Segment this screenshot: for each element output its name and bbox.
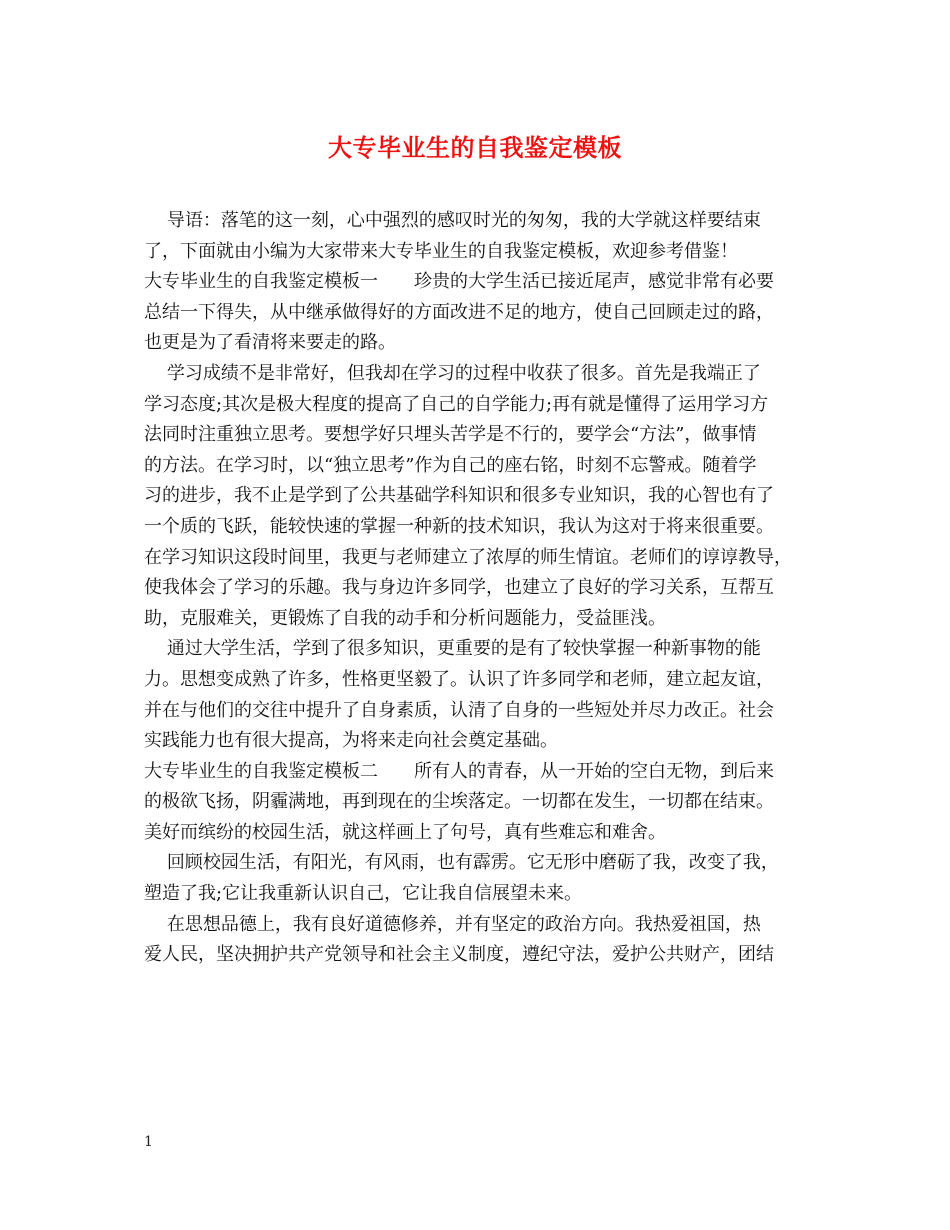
text-line: 使我体会了学习的乐趣。我与身边许多同学，也建立了良好的学习关系，互帮互 xyxy=(144,577,774,599)
text-line: 爱人民，坚决拥护共产党领导和社会主义制度，遵纪守法，爱护公共财产，团结 xyxy=(144,944,774,966)
text-line: 力。思想变成熟了许多，性格更坚毅了。认识了许多同学和老师，建立起友谊， xyxy=(144,668,774,690)
text-line: 导语：落笔的这一刻，心中强烈的感叹时光的匆匆，我的大学就这样要结束 xyxy=(144,210,761,231)
document-title: 大专毕业生的自我鉴定模板 xyxy=(328,133,622,162)
text-line: 的方法。在学习时，以“独立思考”作为自己的座右铭，时刻不忘警戒。随着学 xyxy=(144,454,757,476)
text-line: 通过大学生活，学到了很多知识，更重要的是有了较快掌握一种新事物的能 xyxy=(144,638,761,660)
text-line: 在学习知识这段时间里，我更与老师建立了浓厚的师生情谊。老师们的谆谆教导， xyxy=(144,546,792,568)
text-line: 了，下面就由小编为大家带来大专毕业生的自我鉴定模板，欢迎参考借鉴！ xyxy=(144,240,738,262)
text-line: 美好而缤纷的校园生活，就这样画上了句号，真有些难忘和难舍。 xyxy=(144,821,666,843)
page-number: 1 xyxy=(144,1134,153,1150)
text-line: 总结一下得失，从中继承做得好的方面改进不足的地方，使自己回顾走过的路， xyxy=(144,301,774,323)
text-line: 一个质的飞跃，能较快速的掌握一种新的技术知识，我认为这对于将来很重要。 xyxy=(144,515,774,537)
text-line: 塑造了我;它让我重新认识自己，它让我自信展望未来。 xyxy=(144,883,583,905)
text-line: 学习态度;其次是极大程度的提高了自己的自学能力;再有就是懂得了运用学习方 xyxy=(144,393,769,415)
text-line: 大专毕业生的自我鉴定模板一 珍贵的大学生活已接近尾声，感觉非常有必要 xyxy=(144,271,774,293)
text-line: 助，克服难关，更锻炼了自我的动手和分析问题能力，受益匪浅。 xyxy=(144,607,666,629)
text-line: 实践能力也有很大提高，为将来走向社会奠定基础。 xyxy=(144,730,558,752)
text-line: 的极欲飞扬，阴霾满地，再到现在的尘埃落定。一切都在发生，一切都在结束。 xyxy=(144,791,774,813)
text-line: 回顾校园生活，有阳光，有风雨，也有霹雳。它无形中磨砺了我，改变了我， xyxy=(144,852,779,874)
text-line: 并在与他们的交往中提升了自身素质，认清了自身的一些短处并尽力改正。社会 xyxy=(144,699,774,721)
document-body xyxy=(144,206,808,971)
text-line: 习的进步，我不止是学到了公共基础学科知识和很多专业知识，我的心智也有了 xyxy=(144,485,774,507)
text-line: 大专毕业生的自我鉴定模板二 所有人的青春，从一开始的空白无物，到后来 xyxy=(144,760,774,782)
text-line: 在思想品德上，我有良好道德修养，并有坚定的政治方向。我热爱祖国，热 xyxy=(144,913,761,935)
text-line: 学习成绩不是非常好，但我却在学习的过程中收获了很多。首先是我端正了 xyxy=(144,362,761,384)
text-line: 也更是为了看清将来要走的路。 xyxy=(144,332,396,354)
text-line: 法同时注重独立思考。要想学好只埋头苦学是不行的，要学会“方法”，做事情 xyxy=(144,424,757,446)
